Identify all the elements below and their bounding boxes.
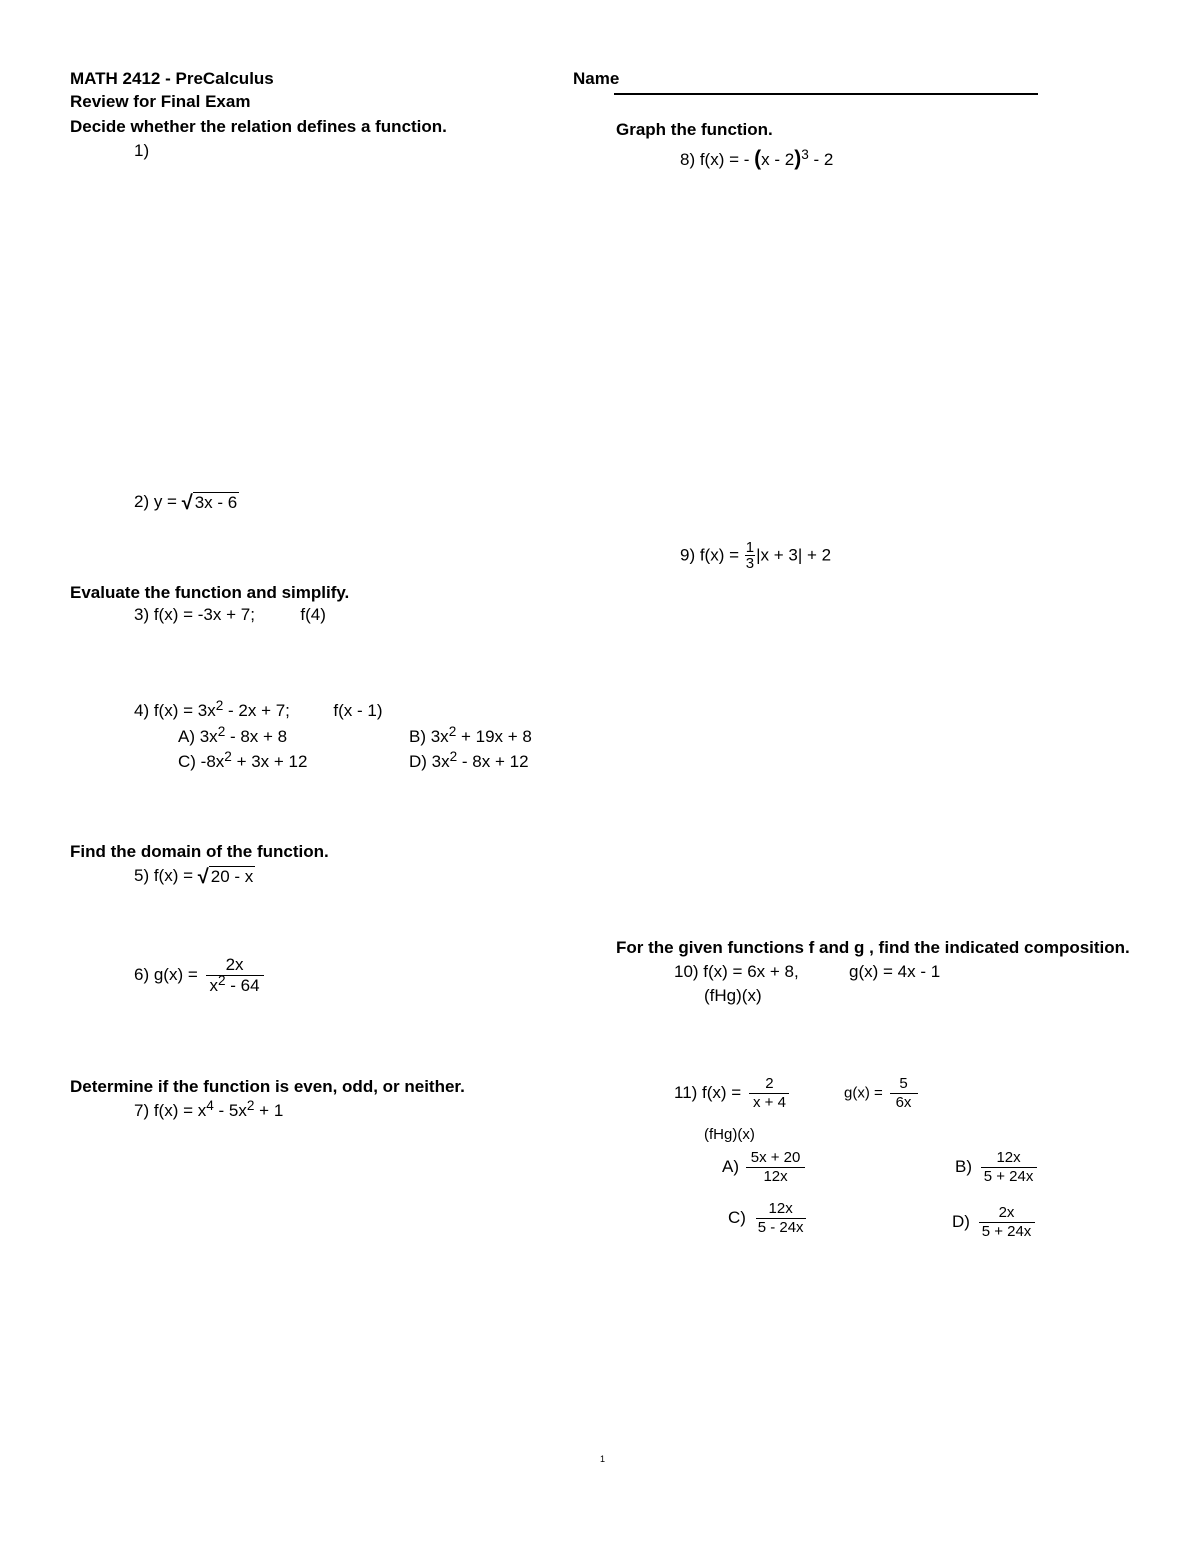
section-even-odd: Determine if the function is even, odd, or neither. [70, 1077, 465, 1096]
radical-icon: √ [181, 491, 193, 514]
section-evaluate: Evaluate the function and simplify. [70, 583, 350, 602]
section-graph: Graph the function. [616, 120, 773, 139]
problem-6-label: 6) g(x) = [134, 965, 198, 985]
problem-2-radicand: 3x - 6 [194, 493, 238, 512]
problem-7: 7) $f(x) = x^4 - 5x^2 + 1$ [134, 1097, 284, 1120]
problem-4-target: f(x - 1) [333, 701, 383, 720]
problem-11-g: g(x) = $\frac{5}{6x}$ [844, 1076, 920, 1111]
problem-6-fraction: $\frac{2x}{x^2 - 64}$ [205, 956, 265, 995]
problem-6 [134, 956, 267, 995]
page-number: 1 [600, 1454, 606, 1464]
problem-10-g: g(x) = 4x - 1 [849, 962, 941, 981]
problem-11-composition: (fHg)(x) [704, 1126, 755, 1143]
problem-3-target: f(4) [300, 605, 326, 624]
choice-11d[interactable]: D) $\frac{2x}{5 + 24x}$ [952, 1205, 1038, 1240]
problem-4-rest: - 2x + 7; [223, 701, 290, 720]
problem-4-label: 4) f(x) = 3x [134, 701, 216, 720]
problem-2-label: 2) y = [134, 492, 177, 512]
document-subtitle: Review for Final Exam [70, 92, 251, 111]
radical-icon: √ [197, 865, 209, 888]
name-line[interactable] [614, 93, 1038, 95]
problem-2 [134, 492, 239, 513]
problem-10-f: 10) f(x) = 6x + 8, [674, 962, 799, 981]
section-domain: Find the domain of the function. [70, 842, 329, 861]
problem-4-exp: 2 [215, 697, 224, 713]
choice-11b[interactable]: B) $\frac{12x}{5 + 24x}$ [955, 1150, 1040, 1185]
problem-11-f: 11) f(x) = $\frac{2}{x + 4}$ [674, 1076, 793, 1111]
section-composition: For the given functions f and g , find the indicated composition. [616, 938, 1130, 957]
choice-11a[interactable]: A) $\frac{5x + 20}{12x}$ [722, 1150, 807, 1185]
problem-3 [134, 605, 326, 625]
choice-4c[interactable]: C) $-8x^2 + 3x + 12$ [178, 748, 308, 771]
problem-10-composition: (fHg)(x) [704, 986, 762, 1005]
problem-5-label: 5) f(x) = [134, 866, 194, 886]
problem-5-radicand: 20 - x [210, 867, 254, 886]
name-label: Name [573, 69, 620, 88]
choice-4a[interactable]: A) $3x^2 - 8x + 8$ [178, 723, 288, 746]
problem-8: 8) f(x) = - (x - 2)$^3$ - 2 [680, 146, 834, 170]
section-relation: Decide whether the relation defines a function. [70, 117, 447, 136]
choice-4d[interactable]: D) $3x^2 - 8x + 12$ [409, 748, 529, 771]
choice-11c[interactable]: C) $\frac{12x}{5 - 24x}$ [728, 1201, 811, 1236]
choice-4b[interactable]: B) $3x^2 + 19x + 8$ [409, 723, 532, 746]
sqrt-expression [198, 866, 256, 887]
problem-9: 9) f(x) = $\frac{1}{3}$ |x + 3| + 2 [680, 539, 832, 572]
course-title: MATH 2412 - PreCalculus [70, 69, 274, 88]
problem-1: 1) [134, 141, 150, 160]
sqrt-expression [182, 492, 240, 513]
problem-9-fraction: $\frac{1}{3}$ [745, 539, 755, 572]
problem-5 [134, 866, 255, 887]
problem-3-label: 3) f(x) = -3x + 7; [134, 605, 255, 624]
problem-4 [134, 697, 383, 721]
